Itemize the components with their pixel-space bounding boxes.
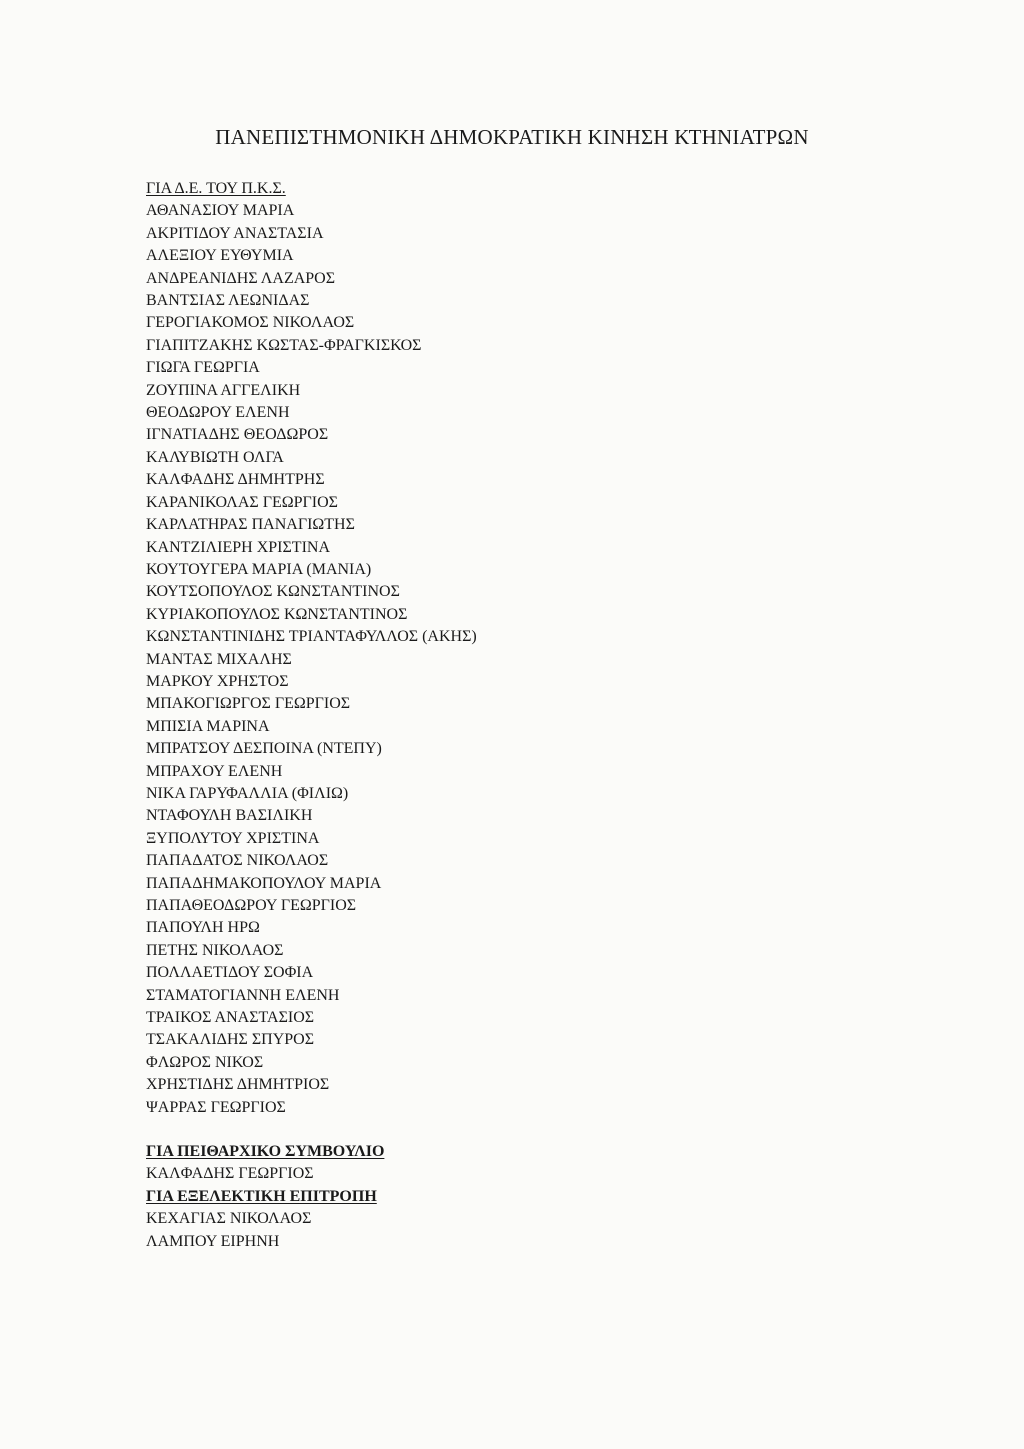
- section-heading: ΓΙΑ ΠΕΙΘΑΡΧΙΚΟ ΣΥΜΒΟΥΛΙΟ: [146, 1143, 385, 1161]
- candidate-name: ΜΠΑΚΟΓΙΩΡΓΟΣ ΓΕΩΡΓΙΟΣ: [146, 695, 351, 713]
- name-list: [146, 1163, 846, 1185]
- section-electoral-committee: [146, 1186, 846, 1253]
- section-heading: ΓΙΑ ΕΞΕΛΕΚΤΙΚΗ ΕΠΙΤΡΟΠΗ: [146, 1187, 377, 1205]
- candidate-name: ΖΟΥΠΙΝΑ ΑΓΓΕΛΙΚΗ: [146, 381, 301, 399]
- candidate-name: ΑΘΑΝΑΣΙΟΥ ΜΑΡΙΑ: [146, 202, 295, 220]
- candidate-name: ΞΥΠΟΛΥΤΟΥ ΧΡΙΣΤΙΝΑ: [146, 829, 320, 847]
- candidate-name: ΚΑΝΤΖΙΛΙΕΡΗ ΧΡΙΣΤΙΝΑ: [146, 538, 330, 556]
- candidate-name: ΚΑΡΑΝΙΚΟΛΑΣ ΓΕΩΡΓΙΟΣ: [146, 493, 338, 511]
- candidate-name: ΚΟΥΤΣΟΠΟΥΛΟΣ ΚΩΝΣΤΑΝΤΙΝΟΣ: [146, 583, 400, 601]
- candidate-name: ΑΝΔΡΕΑΝΙΔΗΣ ΛΑΖΑΡΟΣ: [146, 269, 336, 287]
- candidate-name: ΜΠΙΣΙΑ ΜΑΡΙΝΑ: [146, 717, 270, 735]
- candidate-name: ΘΕΟΔΩΡΟΥ ΕΛΕΝΗ: [146, 404, 290, 422]
- candidate-name: ΧΡΗΣΤΙΔΗΣ ΔΗΜΗΤΡΙΟΣ: [146, 1076, 330, 1094]
- candidate-name: ΚΑΛΦΑΔΗΣ ΓΕΩΡΓΙΟΣ: [146, 1165, 314, 1183]
- candidate-name: ΝΙΚΑ ΓΑΡΥΦΑΛΛΙΑ (ΦΙΛΙΩ): [146, 784, 349, 802]
- candidate-name: ΜΠΡΑΧΟΥ ΕΛΕΝΗ: [146, 762, 283, 780]
- candidate-name: ΠΑΠΑΘΕΟΔΩΡΟΥ ΓΕΩΡΓΙΟΣ: [146, 897, 357, 914]
- candidate-name: ΚΕΧΑΓΙΑΣ ΝΙΚΟΛΑΟΣ: [146, 1210, 312, 1228]
- candidate-name: ΚΟΥΤΟΥΓΕΡΑ ΜΑΡΙΑ (ΜΑΝΙΑ): [146, 560, 372, 578]
- candidate-name: ΙΓΝΑΤΙΑΔΗΣ ΘΕΟΔΩΡΟΣ: [146, 426, 329, 444]
- candidate-name: ΝΤΑΦΟΥΛΗ ΒΑΣΙΛΙΚΗ: [146, 807, 313, 825]
- candidate-name: ΚΑΡΛΑΤΗΡΑΣ ΠΑΝΑΓΙΩΤΗΣ: [146, 516, 355, 534]
- candidate-name: ΜΑΡΚΟΥ ΧΡΗΣΤΟΣ: [146, 672, 289, 690]
- candidate-name: ΠΑΠΟΥΛΗ ΗΡΩ: [146, 919, 260, 937]
- section-heading: ΓΙΑ Δ.Ε. ΤΟΥ Π.Κ.Σ.: [146, 180, 286, 197]
- candidate-name: ΨΑΡΡΑΣ ΓΕΩΡΓΙΟΣ: [146, 1098, 286, 1116]
- candidate-name: ΠΑΠΑΔΗΜΑΚΟΠΟΥΛΟΥ ΜΑΡΙΑ: [146, 874, 382, 892]
- candidate-name: ΒΑΝΤΣΙΑΣ ΛΕΩΝΙΔΑΣ: [146, 292, 310, 310]
- candidate-name: ΑΛΕΞΙΟΥ ΕΥΘΥΜΙΑ: [146, 247, 294, 265]
- candidate-name: ΠΑΠΑΔΑΤΟΣ ΝΙΚΟΛΑΟΣ: [146, 852, 329, 870]
- candidate-name: ΛΑΜΠΟΥ ΕΙΡΗΝΗ: [146, 1232, 280, 1250]
- candidate-name: ΤΣΑΚΑΛΙΔΗΣ ΣΠΥΡΟΣ: [146, 1031, 315, 1049]
- candidate-name: ΓΙΩΓΑ ΓΕΩΡΓΙΑ: [146, 359, 260, 377]
- candidate-name: ΜΑΝΤΑΣ ΜΙΧΑΛΗΣ: [146, 650, 292, 668]
- candidate-name: ΓΙΑΠΙΤΖΑΚΗΣ ΚΩΣΤΑΣ-ΦΡΑΓΚΙΣΚΟΣ: [146, 336, 422, 354]
- candidate-name: ΚΥΡΙΑΚΟΠΟΥΛΟΣ ΚΩΝΣΤΑΝΤΙΝΟΣ: [146, 605, 408, 623]
- candidate-name: ΠΕΤΗΣ ΝΙΚΟΛΑΟΣ: [146, 941, 284, 959]
- candidate-name: ΦΛΩΡΟΣ ΝΙΚΟΣ: [146, 1053, 264, 1071]
- candidate-name: ΚΑΛΦΑΔΗΣ ΔΗΜΗΤΡΗΣ: [146, 471, 325, 489]
- document-body: [146, 178, 846, 1253]
- candidate-name: ΓΕΡΟΓΙΑΚΟΜΟΣ ΝΙΚΟΛΑΟΣ: [146, 314, 355, 332]
- candidate-name: ΤΡΑΙΚΟΣ ΑΝΑΣΤΑΣΙΟΣ: [146, 1009, 315, 1027]
- name-list: [146, 1208, 846, 1253]
- section-disciplinary-council: [146, 1141, 846, 1186]
- spacer: [146, 1119, 846, 1141]
- candidate-name: ΠΟΛΛΑΕΤΙΔΟΥ ΣΟΦΙΑ: [146, 964, 314, 982]
- candidate-name: ΑΚΡΙΤΙΔΟΥ ΑΝΑΣΤΑΣΙΑ: [146, 224, 324, 242]
- candidate-name: ΣΤΑΜΑΤΟΓΙΑΝΝΗ ΕΛΕΝΗ: [146, 986, 340, 1004]
- candidate-name: ΚΑΛΥΒΙΩΤΗ ΟΛΓΑ: [146, 448, 284, 466]
- candidate-name: ΜΠΡΑΤΣΟΥ ΔΕΣΠΟΙΝΑ (ΝΤΕΠΥ): [146, 740, 382, 758]
- candidate-name: ΚΩΝΣΤΑΝΤΙΝΙΔΗΣ ΤΡΙΑΝΤΑΦΥΛΛΟΣ (ΑΚΗΣ): [146, 628, 477, 646]
- section-board-candidates: [146, 178, 846, 1119]
- document-title: ΠΑΝΕΠΙΣΤΗΜΟΝΙΚΗ ΔΗΜΟΚΡΑΤΙΚΗ ΚΙΝΗΣΗ ΚΤΗΝΙΑΤΡΩΝ: [215, 125, 809, 149]
- name-list: [146, 200, 846, 1119]
